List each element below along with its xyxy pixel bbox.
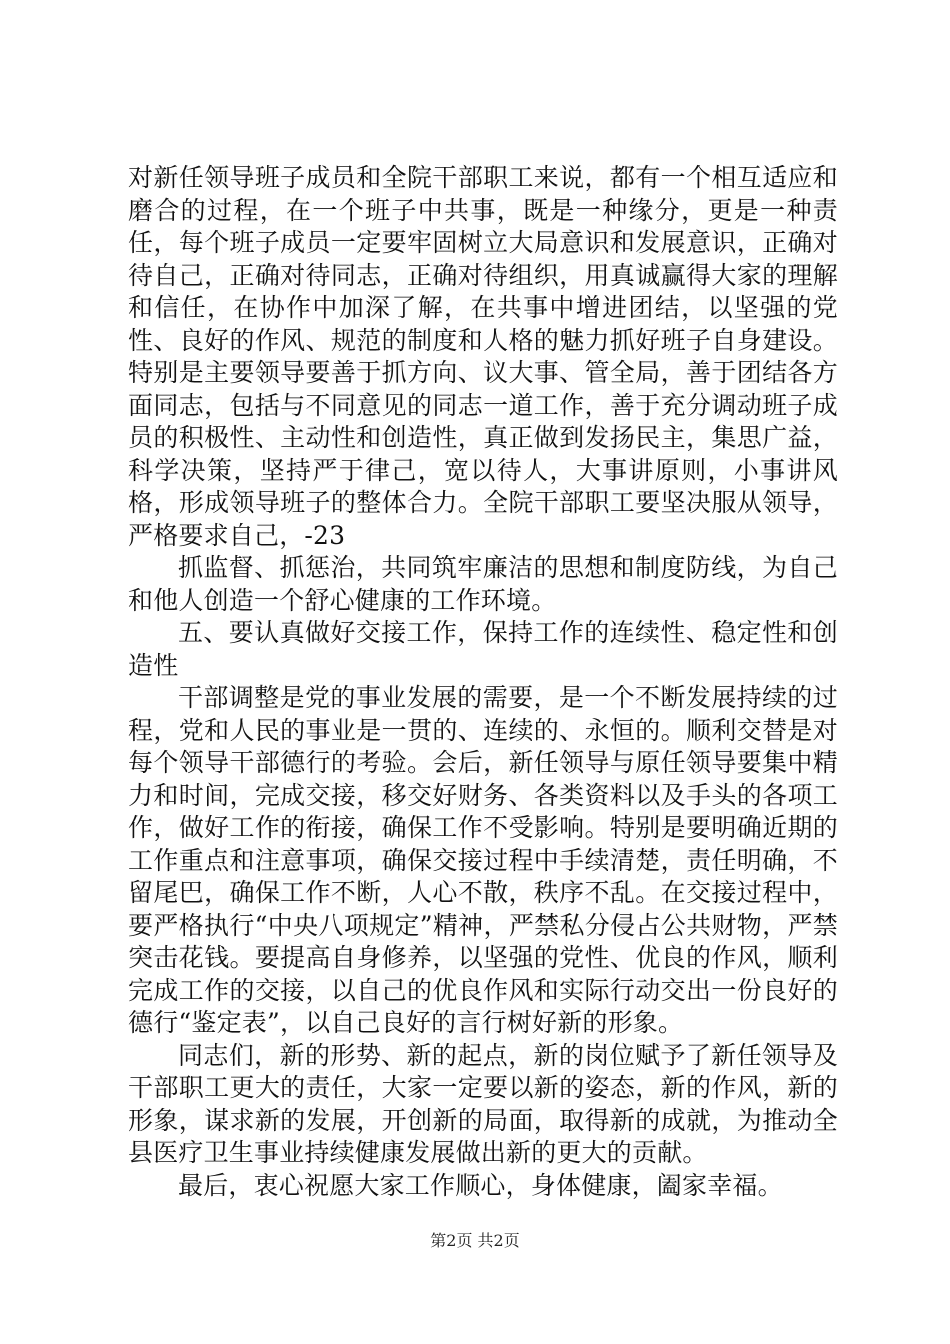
paragraph-2: 抓监督、抓惩治，共同筑牢廉洁的思想和制度防线，为自己和他人创造一个舒心健康的工作环境。 — [128, 553, 838, 615]
paragraph-5: 最后，衷心祝愿大家工作顺心，身体健康，阖家幸福。 — [178, 1170, 783, 1200]
document-body — [128, 162, 838, 1202]
paragraph-4: 同志们，新的形势、新的起点，新的岗位赋予了新任领导及干部职工更大的责任，大家一定要以新的姿态，新的作风，新的形象，谋求新的发展，开创新的局面，取得新的成就，为推动全县医疗卫生事业持续健康发展做出新的更大的贡献。 — [128, 1040, 838, 1167]
page-footer: 第2页 共2页 — [430, 1231, 520, 1250]
section-heading-5: 五、要认真做好交接工作，保持工作的连续性、稳定性和创造性 — [128, 618, 838, 680]
paragraph-3: 干部调整是党的事业发展的需要，是一个不断发展持续的过程，党和人民的事业是一贯的、连续的、永恒的。顺利交替是对每个领导干部德行的考验。会后，新任领导与原任领导要集中精力和时间，完成交接，移交好财务、各类资料以及手头的各项工作，做好工作的衔接，确保工作不受影响。特别是要明确近期的工作重点和注意事项，确保交接过程中手续清楚，责任明确，不留尾巴，确保工作不断，人心不散，秩序不乱。在交接过程中，要严格执行“中央八项规定”精神，严禁私分侵占公共财物，严禁突击花钱。要提高自身修养，以坚强的党性、优良的作风，顺利完成工作的交接，以自己的优良作风和实际行动交出一份良好的德行“鉴定表”，以自己良好的言行树好新的形象。 — [128, 683, 838, 1037]
paragraph-1: 对新任领导班子成员和全院干部职工来说，都有一个相互适应和磨合的过程，在一个班子中共事，既是一种缘分，更是一种责任，每个班子成员一定要牢固树立大局意识和发展意识，正确对待自己，正确对待同志，正确对待组织，用真诚赢得大家的理解和信任，在协作中加深了解，在共事中增进团结，以坚强的党性、良好的作风、规范的制度和人格的魅力抓好班子自身建设。特别是主要领导要善于抓方向、议大事、管全局，善于团结各方面同志，包括与不同意见的同志一道工作，善于充分调动班子成员的积极性、主动性和创造性，真正做到发扬民主，集思广益，科学决策，坚持严于律己，宽以待人，大事讲原则，小事讲风格，形成领导班子的整体合力。全院干部职工要坚决服从领导，严格要求自己，-23 — [128, 163, 838, 550]
